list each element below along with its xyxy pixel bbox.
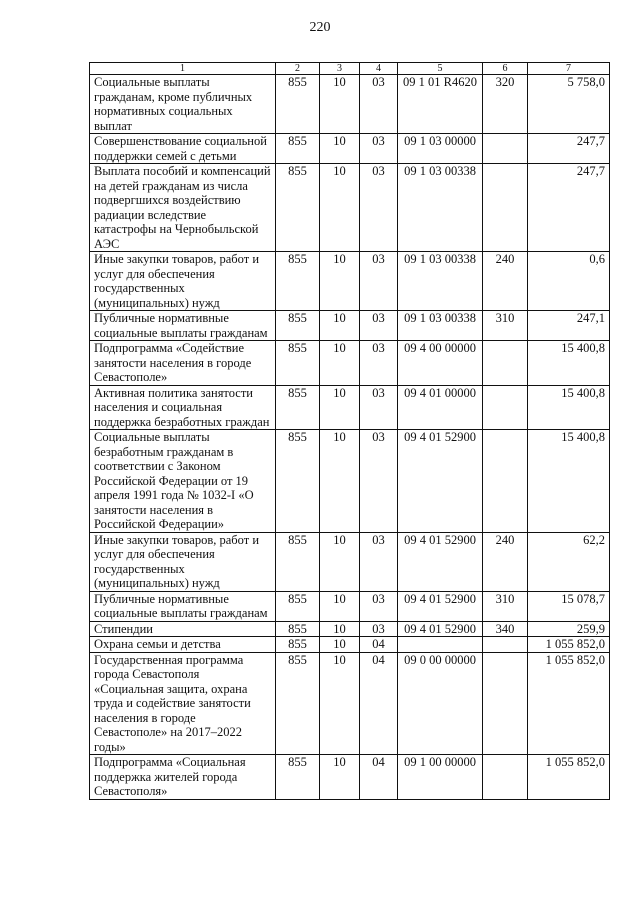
expense-type-code-cell: 240 xyxy=(483,532,528,591)
subsection-code-cell: 03 xyxy=(360,341,398,386)
table-row xyxy=(90,341,610,386)
ministry-code-cell: 855 xyxy=(276,311,320,341)
subsection-code-cell: 04 xyxy=(360,755,398,800)
ministry-code-cell: 855 xyxy=(276,591,320,621)
ministry-code-cell: 855 xyxy=(276,637,320,653)
expense-type-code-cell xyxy=(483,430,528,533)
ministry-code-cell: 855 xyxy=(276,430,320,533)
section-code-cell: 10 xyxy=(320,75,360,134)
subsection-code-cell: 04 xyxy=(360,637,398,653)
table-row xyxy=(90,637,610,653)
section-code-cell: 10 xyxy=(320,755,360,800)
subsection-code-cell: 03 xyxy=(360,75,398,134)
target-article-code-cell xyxy=(398,637,483,653)
col-header: 1 xyxy=(90,63,276,75)
amount-cell: 15 400,8 xyxy=(528,430,610,533)
amount-cell: 247,7 xyxy=(528,134,610,164)
table-row xyxy=(90,164,610,252)
item-name-cell: Социальные выплаты гражданам, кроме публичных нормативных социальных выплат xyxy=(90,75,276,134)
col-header: 2 xyxy=(276,63,320,75)
item-name-cell: Выплата пособий и компенсаций на детей гражданам из числа подвергшихся воздействию радиации вследствие катастрофы на Чернобыльской АЭС xyxy=(90,164,276,252)
subsection-code-cell: 03 xyxy=(360,385,398,430)
col-header: 7 xyxy=(528,63,610,75)
item-name-cell: Иные закупки товаров, работ и услуг для обеспечения государственных (муниципальных) нужд xyxy=(90,532,276,591)
item-name-cell: Публичные нормативные социальные выплаты гражданам xyxy=(90,311,276,341)
expense-type-code-cell xyxy=(483,637,528,653)
subsection-code-cell: 03 xyxy=(360,311,398,341)
section-code-cell: 10 xyxy=(320,652,360,755)
subsection-code-cell: 03 xyxy=(360,430,398,533)
target-article-code-cell: 09 1 03 00338 xyxy=(398,252,483,311)
section-code-cell: 10 xyxy=(320,621,360,637)
expense-type-code-cell xyxy=(483,164,528,252)
table-row xyxy=(90,134,610,164)
page-number: 220 xyxy=(309,20,331,35)
expense-type-code-cell: 340 xyxy=(483,621,528,637)
target-article-code-cell: 09 4 01 00000 xyxy=(398,385,483,430)
amount-cell: 1 055 852,0 xyxy=(528,652,610,755)
section-code-cell: 10 xyxy=(320,341,360,386)
table-row xyxy=(90,652,610,755)
item-name-cell: Государственная программа города Севастополя «Социальная защита, охрана труда и содействие занятости населения в городе Севастополе» на 2017–2022 годы» xyxy=(90,652,276,755)
amount-cell: 62,2 xyxy=(528,532,610,591)
ministry-code-cell: 855 xyxy=(276,134,320,164)
target-article-code-cell: 09 4 01 52900 xyxy=(398,532,483,591)
amount-cell: 5 758,0 xyxy=(528,75,610,134)
table-row xyxy=(90,621,610,637)
target-article-code-cell: 09 4 01 52900 xyxy=(398,430,483,533)
budget-table xyxy=(89,62,610,800)
amount-cell: 15 400,8 xyxy=(528,385,610,430)
ministry-code-cell: 855 xyxy=(276,755,320,800)
target-article-code-cell: 09 4 00 00000 xyxy=(398,341,483,386)
ministry-code-cell: 855 xyxy=(276,385,320,430)
table-row xyxy=(90,311,610,341)
item-name-cell: Стипендии xyxy=(90,621,276,637)
subsection-code-cell: 03 xyxy=(360,621,398,637)
target-article-code-cell: 09 1 03 00000 xyxy=(398,134,483,164)
table-row xyxy=(90,591,610,621)
item-name-cell: Социальные выплаты безработным гражданам в соответствии с Законом Российской Федерации от 19 апреля 1991 года № 1032-I «О занятости населения в Российской Федерации» xyxy=(90,430,276,533)
target-article-code-cell: 09 1 03 00338 xyxy=(398,164,483,252)
item-name-cell: Подпрограмма «Содействие занятости населения в городе Севастополе» xyxy=(90,341,276,386)
subsection-code-cell: 04 xyxy=(360,652,398,755)
item-name-cell: Подпрограмма «Социальная поддержка жителей города Севастополя» xyxy=(90,755,276,800)
item-name-cell: Охрана семьи и детства xyxy=(90,637,276,653)
item-name-cell: Иные закупки товаров, работ и услуг для обеспечения государственных (муниципальных) нужд xyxy=(90,252,276,311)
section-code-cell: 10 xyxy=(320,591,360,621)
col-header: 6 xyxy=(483,63,528,75)
header-row xyxy=(90,63,610,75)
target-article-code-cell: 09 4 01 52900 xyxy=(398,591,483,621)
col-header: 5 xyxy=(398,63,483,75)
section-code-cell: 10 xyxy=(320,637,360,653)
amount-cell: 1 055 852,0 xyxy=(528,637,610,653)
ministry-code-cell: 855 xyxy=(276,532,320,591)
ministry-code-cell: 855 xyxy=(276,621,320,637)
subsection-code-cell: 03 xyxy=(360,134,398,164)
section-code-cell: 10 xyxy=(320,385,360,430)
item-name-cell: Активная политика занятости населения и социальная поддержка безработных граждан xyxy=(90,385,276,430)
target-article-code-cell: 09 1 03 00338 xyxy=(398,311,483,341)
amount-cell: 0,6 xyxy=(528,252,610,311)
section-code-cell: 10 xyxy=(320,134,360,164)
ministry-code-cell: 855 xyxy=(276,75,320,134)
section-code-cell: 10 xyxy=(320,430,360,533)
target-article-code-cell: 09 1 00 00000 xyxy=(398,755,483,800)
amount-cell: 259,9 xyxy=(528,621,610,637)
table-row xyxy=(90,755,610,800)
section-code-cell: 10 xyxy=(320,252,360,311)
target-article-code-cell: 09 0 00 00000 xyxy=(398,652,483,755)
section-code-cell: 10 xyxy=(320,164,360,252)
ministry-code-cell: 855 xyxy=(276,652,320,755)
subsection-code-cell: 03 xyxy=(360,591,398,621)
expense-type-code-cell xyxy=(483,341,528,386)
amount-cell: 15 400,8 xyxy=(528,341,610,386)
table-row xyxy=(90,75,610,134)
subsection-code-cell: 03 xyxy=(360,164,398,252)
ministry-code-cell: 855 xyxy=(276,252,320,311)
expense-type-code-cell xyxy=(483,134,528,164)
section-code-cell: 10 xyxy=(320,532,360,591)
subsection-code-cell: 03 xyxy=(360,252,398,311)
table-row xyxy=(90,430,610,533)
expense-type-code-cell: 310 xyxy=(483,591,528,621)
section-code-cell: 10 xyxy=(320,311,360,341)
amount-cell: 247,1 xyxy=(528,311,610,341)
expense-type-code-cell: 310 xyxy=(483,311,528,341)
expense-type-code-cell xyxy=(483,385,528,430)
expense-type-code-cell: 320 xyxy=(483,75,528,134)
amount-cell: 247,7 xyxy=(528,164,610,252)
amount-cell: 1 055 852,0 xyxy=(528,755,610,800)
amount-cell: 15 078,7 xyxy=(528,591,610,621)
ministry-code-cell: 855 xyxy=(276,341,320,386)
expense-type-code-cell xyxy=(483,652,528,755)
item-name-cell: Совершенствование социальной поддержки семей с детьми xyxy=(90,134,276,164)
col-header: 3 xyxy=(320,63,360,75)
target-article-code-cell: 09 4 01 52900 xyxy=(398,621,483,637)
col-header: 4 xyxy=(360,63,398,75)
expense-type-code-cell: 240 xyxy=(483,252,528,311)
ministry-code-cell: 855 xyxy=(276,164,320,252)
table-row xyxy=(90,252,610,311)
item-name-cell: Публичные нормативные социальные выплаты гражданам xyxy=(90,591,276,621)
expense-type-code-cell xyxy=(483,755,528,800)
subsection-code-cell: 03 xyxy=(360,532,398,591)
table-row xyxy=(90,532,610,591)
target-article-code-cell: 09 1 01 R4620 xyxy=(398,75,483,134)
table-row xyxy=(90,385,610,430)
